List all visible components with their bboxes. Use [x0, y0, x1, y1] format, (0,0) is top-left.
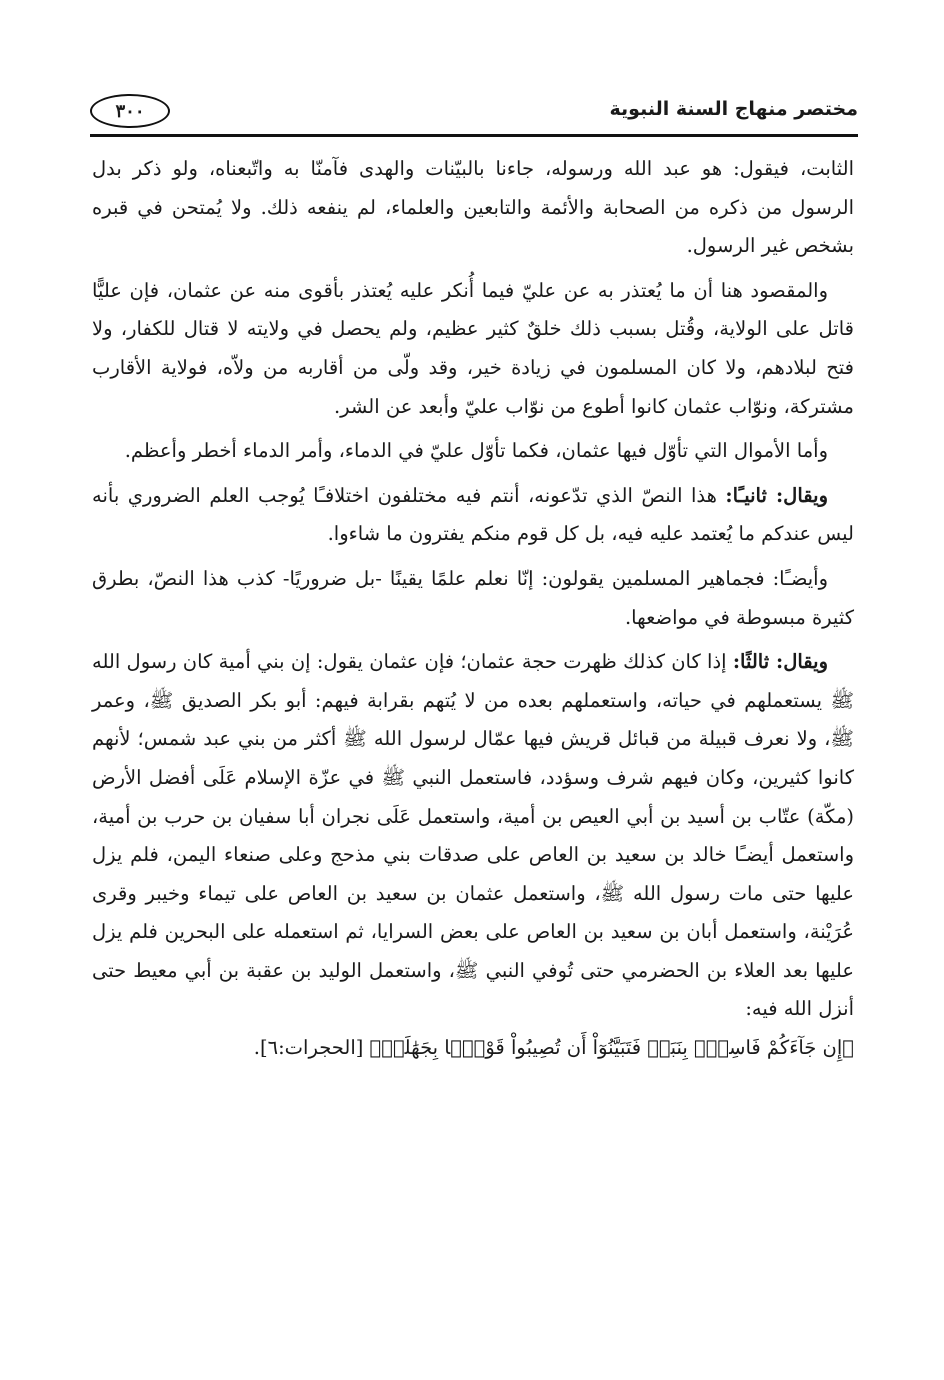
quran-verse: ﴿إِن جَآءَكُمْ فَاسِقُۢ بِنَبَإٖ فَتَبَيَّنُوٓاْ أَن تُصِيبُواْ قَوْمَۢا بِجَهَٰلَةٖ﴾: [369, 1036, 854, 1060]
running-title: مختصر منهاج السنة النبوية: [609, 98, 858, 120]
paragraph-2: [92, 272, 854, 426]
paragraph-text: إذا كان كذلك ظهرت حجة عثمان؛ فإن عثمان يقول: إن بني أمية كان رسول الله ﷺ يستعملهم في حياته، واستعملهم بعده من لا يُتهم بقرابة فيهم: أبو بكر الصديق ﷺ، وعمر ﷺ، ولا نعرف قبيلة من قبائل قريش فيها عمّال لرسول الله ﷺ أكثر من بني عبد شمس؛ لأنهم كانوا كثيرين، وكان فيهم شرف وسؤدد، فاستعمل النبي ﷺ في عزّة الإسلام عَلَى أفضل الأرض (مكّة) عتّاب بن أسيد بن أبي العيص بن أمية، واستعمل عَلَى نجران أبا سفيان بن حرب بن أمية، واستعمل أيضـًا خالد بن سعيد بن العاص على صدقات بني مذحج وعلى صنعاء اليمن، فلم يزل عليها حتى مات رسول الله ﷺ، واستعمل عثمان بن سعيد بن العاص على تيماء وخيبر وقرى عُرَيْنة، واستعمل أبان بن سعيد بن العاص على بعض السرايا، ثم استعمله على البحرين فلم يزل عليها بعد العلاء بن الحضرمي حتى تُوفي النبي ﷺ، واستعمل الوليد بن عقبة بن أبي معيط حتى أنزل الله فيه:: [92, 650, 854, 1021]
paragraph-text: وأما الأموال التي تأوّل فيها عثمان، فكما تأوّل عليّ في الدماء، وأمر الدماء أخطر وأعظم.: [124, 439, 828, 463]
page-number: ٣٠٠: [90, 94, 170, 128]
page-header: [90, 94, 858, 137]
paragraph-text: الثابت، فيقول: هو عبد الله ورسوله، جاءنا بالبيّنات والهدى فآمنّا به واتّبعناه، ولو ذكر بدل الرسول من ذكره من الصحابة والأئمة والتابعين والعلماء، لم ينفعه ذلك. ولا يُمتحن في قبره بشخص غير الرسول.: [92, 157, 854, 258]
quran-reference: [الحجرات:٦].: [253, 1036, 364, 1060]
paragraph-lead: ويقال: ثانيـًا:: [725, 483, 828, 507]
paragraph-lead: ويقال: ثالثًا:: [732, 650, 829, 674]
paragraph-5: [92, 560, 854, 637]
paragraph-text: وأيضـًا: فجماهير المسلمين يقولون: إنّا نعلم علمًا يقينًا -بل ضروريًا- كذب هذا النصّ، بطرق كثيرة مبسوطة في مواضعها.: [92, 566, 854, 629]
paragraph-text: والمقصود هنا أن ما يُعتذر به عن عليّ فيما أُنكر عليه يُعتذر بأقوى منه عن عثمان، فإن عليًّا قاتل على الولاية، وقُتل بسبب ذلك خلقٌ كثير عظيم، ولم يحصل في ولايته لا قتال للكفار، ولا فتح لبلادهم، ولا كان المسلمون في زيادة خير، وقد ولّى من أقاربه من ولاّه، فولاية الأقارب مشتركة، ونوّاب عثمان كانوا أطوع من نوّاب عليّ وأبعد عن الشر.: [92, 278, 854, 418]
paragraph-text: هذا النصّ الذي تدّعونه، أنتم فيه مختلفون اختلافـًا يُوجب العلم الضروري بأنه ليس عندكم ما يُعتمد عليه فيه، بل كل قوم منكم يفترون ما شاءوا.: [92, 483, 854, 546]
paragraph-6: [92, 643, 854, 1068]
paragraph-3: [92, 432, 854, 471]
page-body: [92, 150, 854, 1074]
paragraph-1: [92, 150, 854, 266]
paragraph-4: [92, 477, 854, 554]
